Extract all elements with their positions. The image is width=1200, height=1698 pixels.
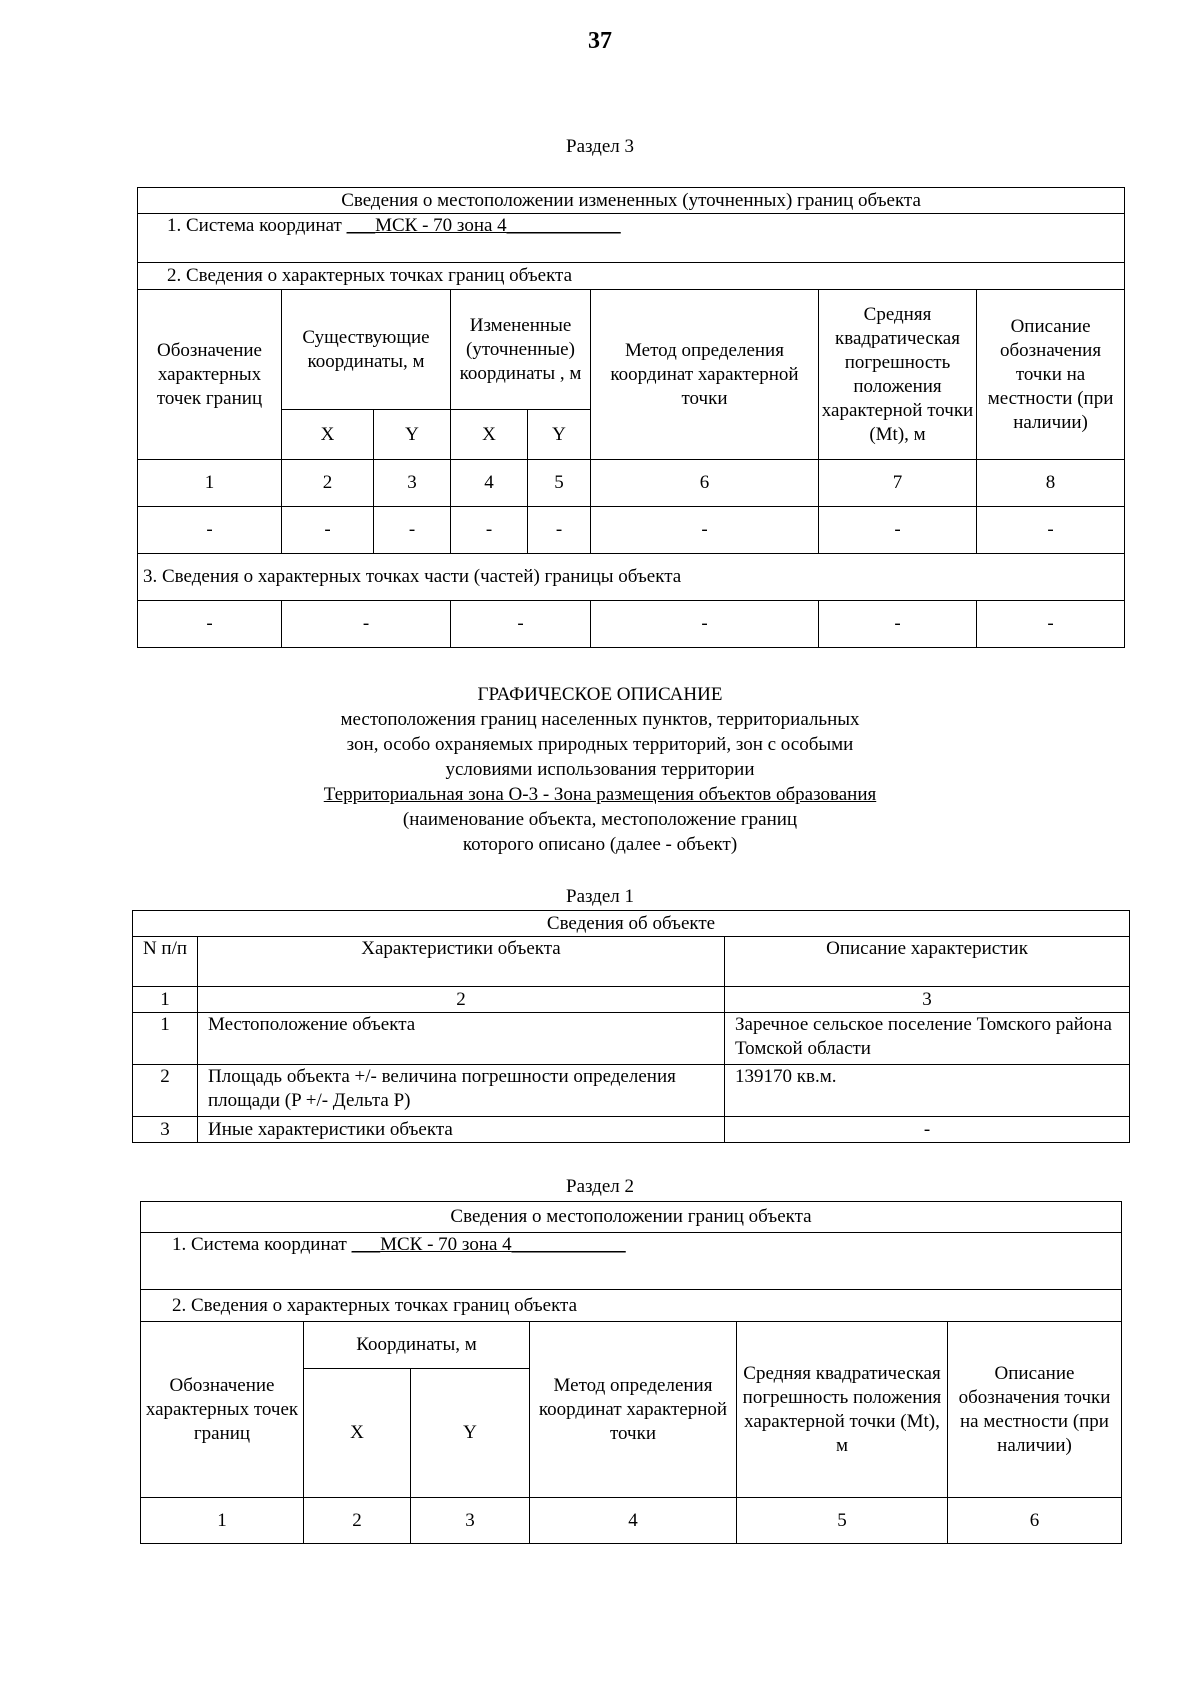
header-y: Y xyxy=(374,410,451,460)
col-number: 1 xyxy=(133,987,198,1013)
header-description: Описание обозначения точки на местности (при наличии) xyxy=(948,1322,1122,1498)
header-y: Y xyxy=(528,410,591,460)
col-number: 5 xyxy=(528,460,591,507)
header-existing-coords: Существующие координаты, м xyxy=(282,290,451,410)
graphic-line: условиями использования территории xyxy=(445,759,755,780)
header-method: Метод определения координат характерной точки xyxy=(591,290,819,460)
column-number-row xyxy=(138,460,1125,507)
col-number: 4 xyxy=(451,460,528,507)
table-row xyxy=(138,507,1125,554)
coord-label: 1. Система координат xyxy=(172,1234,347,1255)
header-characteristics: Характеристики объекта xyxy=(198,937,725,987)
header-x: X xyxy=(304,1369,411,1498)
row-value: - xyxy=(725,1117,1130,1143)
row-name: Местоположение объекта xyxy=(198,1013,725,1065)
table-cell: - xyxy=(977,507,1125,554)
col-number: 5 xyxy=(737,1498,948,1544)
row-value: Заречное сельское поселение Томского района Томской области xyxy=(725,1013,1130,1065)
table-cell: - xyxy=(819,601,977,648)
section3-coord-system xyxy=(138,214,1125,263)
table-cell: - xyxy=(977,601,1125,648)
coord-value-line: ___МСК - 70 зона 4____________ xyxy=(346,215,621,236)
graphic-line: местоположения границ населенных пунктов, территориальных xyxy=(340,709,860,730)
coord-label: 1. Система координат xyxy=(167,215,342,236)
section2-coord-system xyxy=(141,1233,1122,1290)
col-number: 6 xyxy=(948,1498,1122,1544)
section2-table xyxy=(140,1201,1122,1544)
header-method: Метод определения координат характерной точки xyxy=(530,1322,737,1498)
col-number: 8 xyxy=(977,460,1125,507)
header-description: Описание характеристик xyxy=(725,937,1130,987)
section3-title: Сведения о местоположении измененных (уточненных) границ объекта xyxy=(138,188,1125,214)
table-cell: - xyxy=(591,601,819,648)
row-number: 3 xyxy=(133,1117,198,1143)
header-description: Описание обозначения точки на местности (при наличии) xyxy=(977,290,1125,460)
section3-table xyxy=(137,187,1125,648)
row-number: 1 xyxy=(133,1013,198,1065)
section3-points-title: 2. Сведения о характерных точках границ объекта xyxy=(138,263,1125,290)
object-name: Территориальная зона О-3 - Зона размещения объектов образования xyxy=(323,784,877,805)
section1-table xyxy=(132,910,1130,1143)
table-row xyxy=(138,601,1125,648)
table-row xyxy=(133,1065,1130,1117)
col-number: 2 xyxy=(282,460,374,507)
row-name: Иные характеристики объекта xyxy=(198,1117,725,1143)
coord-value: МСК - 70 зона 4 xyxy=(375,215,507,236)
section3-heading: Раздел 3 xyxy=(566,136,634,157)
section1-title: Сведения об объекте xyxy=(133,911,1130,937)
row-value: 139170 кв.м. xyxy=(725,1065,1130,1117)
col-number: 4 xyxy=(530,1498,737,1544)
column-number-row xyxy=(141,1498,1122,1544)
header-designation: Обозначение характерных точек границ xyxy=(138,290,282,460)
section3-parts-title: 3. Сведения о характерных точках части (частей) границы объекта xyxy=(138,554,1125,601)
table-cell: - xyxy=(374,507,451,554)
section2-points-title: 2. Сведения о характерных точках границ объекта xyxy=(141,1290,1122,1322)
graphic-note: которого описано (далее - объект) xyxy=(462,834,738,855)
col-number: 2 xyxy=(198,987,725,1013)
table-cell: - xyxy=(138,507,282,554)
table-cell: - xyxy=(528,507,591,554)
table-cell: - xyxy=(591,507,819,554)
table-cell: - xyxy=(282,601,451,648)
col-number: 3 xyxy=(725,987,1130,1013)
col-number: 1 xyxy=(138,460,282,507)
table-cell: - xyxy=(282,507,374,554)
col-number: 2 xyxy=(304,1498,411,1544)
table-cell: - xyxy=(451,507,528,554)
table-cell: - xyxy=(819,507,977,554)
col-number: 7 xyxy=(819,460,977,507)
graphic-line: зон, особо охраняемых природных территорий, зон с особыми xyxy=(346,734,854,755)
graphic-title: ГРАФИЧЕСКОЕ ОПИСАНИЕ xyxy=(477,684,723,705)
row-number: 2 xyxy=(133,1065,198,1117)
table-row xyxy=(133,1117,1130,1143)
header-x: X xyxy=(282,410,374,460)
coord-value: МСК - 70 зона 4 xyxy=(380,1234,512,1255)
table-cell: - xyxy=(451,601,591,648)
col-number: 3 xyxy=(374,460,451,507)
col-number: 6 xyxy=(591,460,819,507)
header-n: N п/п xyxy=(133,937,198,987)
col-number: 3 xyxy=(411,1498,530,1544)
header-x: X xyxy=(451,410,528,460)
coord-value-line: ___МСК - 70 зона 4____________ xyxy=(351,1234,626,1255)
header-y: Y xyxy=(411,1369,530,1498)
table-row xyxy=(133,1013,1130,1065)
page-number: 37 xyxy=(588,28,612,54)
header-changed-coords: Измененные (уточненные) координаты , м xyxy=(451,290,591,410)
section2-heading: Раздел 2 xyxy=(566,1176,634,1197)
table-cell: - xyxy=(138,601,282,648)
section2-title: Сведения о местоположении границ объекта xyxy=(141,1202,1122,1233)
column-number-row xyxy=(133,987,1130,1013)
row-name: Площадь объекта +/- величина погрешности определения площади (P +/- Дельта P) xyxy=(198,1065,725,1117)
section1-heading: Раздел 1 xyxy=(566,886,634,907)
col-number: 1 xyxy=(141,1498,304,1544)
graphic-note: (наименование объекта, местоположение границ xyxy=(402,809,798,830)
header-designation: Обозначение характерных точек границ xyxy=(141,1322,304,1498)
graphic-description xyxy=(0,682,1200,857)
header-accuracy: Средняя квадратическая погрешность положения характерной точки (Mt), м xyxy=(737,1322,948,1498)
header-accuracy: Средняя квадратическая погрешность положения характерной точки (Mt), м xyxy=(819,290,977,460)
header-coords: Координаты, м xyxy=(304,1322,530,1369)
